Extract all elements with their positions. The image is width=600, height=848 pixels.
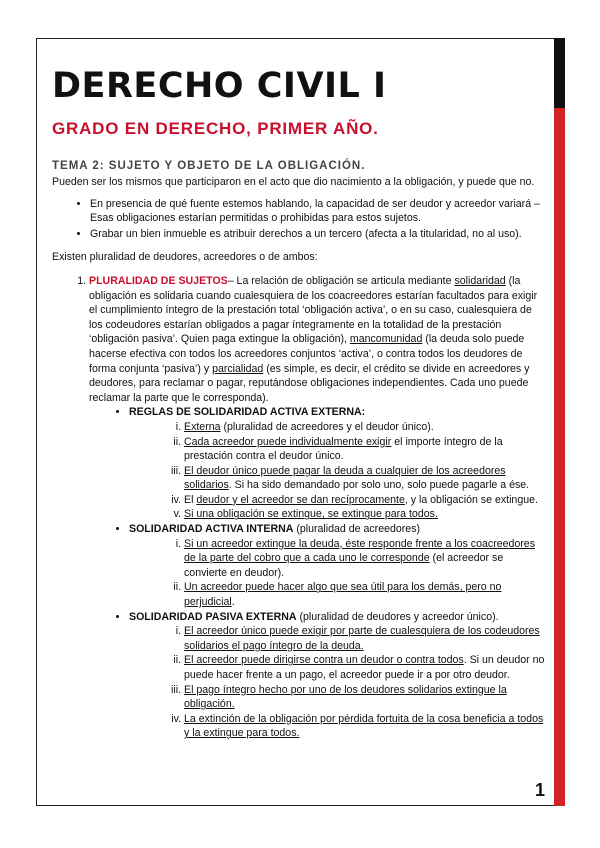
- sub-list: [89, 405, 548, 741]
- document-title: DERECHO CIVIL I: [52, 66, 387, 106]
- list-item: ii. El acreedor puede dirigirse contra un deudor o contra todos. Si un deudor no puede hacer frente a un pago, el acreedor puede ir a por otro deudor.: [184, 653, 548, 682]
- list-item: i. El acreedor único puede exigir por parte de cualesquiera de los codeudores solidarios el pago íntegro de la deuda.: [184, 624, 548, 653]
- plurality-paragraph: Existen pluralidad de deudores, acreedores o de ambos:: [52, 251, 318, 264]
- section-heading: TEMA 2: SUJETO Y OBJETO DE LA OBLIGACIÓN.: [52, 160, 366, 172]
- bullet-list: [52, 197, 548, 242]
- list-item: v. Si una obligación se extingue, se extingue para todos.: [184, 507, 548, 522]
- list-item-pluralidad: 1. PLURALIDAD DE SUJETOS– La relación de obligación se articula mediante solidaridad (la obligación es solidaria cuando cualesquiera de los coacreedores estarían facultados para exigir el cumplimiento íntegro de la prestación total ‘obligación activa’, o en su caso, cualesquiera de los codeudores estarían obligados a pagar íntegramente en la totalidad de la prestación ‘obligación pasiva’. Quien paga extingue la obligación), mancomunidad (la deuda solo puede hacerse efectiva con todos los acreedores conjuntos ‘activa’, o contra todos los deudores de forma conjunta ‘pasiva’) y parcialidad (es simple, es decir, el crédito se divide en acreedores y deudores, para reclamar o pagar, reputándose obligaciones independientes. Cada uno puede reclamar la parte que le corresponda). • REGLAS DE SOLIDARIDAD ACTIVA EXTERNA: i. Externa (pluralidad de acreedores y el deudor único). ii. Cada acreedor puede individualmente exigir el importe íntegro de la prestación contra el deudor único. iii. El deudor único puede pagar la deuda a cualquier de los acreedores solidarios. Si ha sido demandado por solo uno, solo puede pagarle a ése. iv. El deudor y el acreedor se dan recíprocamente, y la obligación se extingue. v. Si una obligación se extingue, se extingue para todos. • SOLIDARIDAD ACTIVA INTERNA (pluralidad de acreedores) i. Si un acreedor extingue la deuda, éste responde frente a los coacreedores de la parte del cobro que a cada uno le corresponde (el acreedor se convierte en deudor). ii. Un acreedor puede hacer algo que sea útil para los demás, pero no perjudicial. • SOLIDARIDAD PASIVA EXTERNA (pluralidad de deudores y acreedor único). i. El acreedor único puede exigir por parte de cualesquiera de los codeudores solidarios el pago íntegro de la deuda. ii. El acreedor puede dirigirse contra un deudor o contra todos. Si un deudor no puede hacer frente a un pago, el acreedor puede ir a por otro deudor. iii. El pago íntegro hecho por uno de los deudores solidarios extingue la obligación. iv. La extinción de la obligación por pérdida fortuita de la cosa beneficia a todos y la extingue para todos.: [89, 274, 548, 741]
- black-side-bar: [554, 38, 565, 108]
- item-heading: PLURALIDAD DE SUJETOS: [89, 274, 228, 287]
- numbered-list: [52, 274, 548, 741]
- intro-paragraph: Pueden ser los mismos que participaron en el acto que dio nacimiento a la obligación, y puede que no.: [52, 176, 535, 188]
- sub-item-solidaridad-pasiva-externa: • SOLIDARIDAD PASIVA EXTERNA (pluralidad de deudores y acreedor único). i. El acreedor único puede exigir por parte de cualesquiera de los codeudores solidarios el pago íntegro de la deuda. ii. El acreedor puede dirigirse contra un deudor o contra todos. Si un deudor no puede hacer frente a un pago, el acreedor puede ir a por otro deudor. iii. El pago íntegro hecho por uno de los deudores solidarios extingue la obligación. iv. La extinción de la obligación por pérdida fortuita de la cosa beneficia a todos y la extingue para todos.: [129, 610, 548, 741]
- roman-list: [129, 420, 548, 522]
- document-content: [52, 64, 548, 741]
- list-item: i. Externa (pluralidad de acreedores y el deudor único).: [184, 420, 548, 435]
- list-item: i. Si un acreedor extingue la deuda, éste responde frente a los coacreedores de la parte del cobro que a cada uno le corresponde (el acreedor se convierte en deudor).: [184, 537, 548, 581]
- roman-list: [129, 537, 548, 610]
- list-item: iv. El deudor y el acreedor se dan recíprocamente, y la obligación se extingue.: [184, 493, 548, 508]
- sub-item-solidaridad-activa-interna: • SOLIDARIDAD ACTIVA INTERNA (pluralidad de acreedores) i. Si un acreedor extingue la deuda, éste responde frente a los coacreedores de la parte del cobro que a cada uno le corresponde (el acreedor se convierte en deudor). ii. Un acreedor puede hacer algo que sea útil para los demás, pero no perjudicial.: [129, 522, 548, 610]
- document-subtitle: GRADO EN DERECHO, PRIMER AÑO.: [52, 119, 379, 138]
- list-item: iii. El pago íntegro hecho por uno de los deudores solidarios extingue la obligación.: [184, 683, 548, 712]
- list-item: ii. Cada acreedor puede individualmente exigir el importe íntegro de la prestación contra el deudor único.: [184, 435, 548, 464]
- list-item: • En presencia de qué fuente estemos hablando, la capacidad de ser deudor y acreedor variará – Esas obligaciones estarían permitidas o prohibidas para estos sujetos.: [90, 197, 548, 226]
- roman-list: [129, 624, 548, 741]
- list-item: • Grabar un bien inmueble es atribuir derechos a un tercero (afecta a la titularidad, no al uso).: [90, 227, 548, 242]
- list-item: iv. La extinción de la obligación por pérdida fortuita de la cosa beneficia a todos y la extingue para todos.: [184, 712, 548, 741]
- list-item: iii. El deudor único puede pagar la deuda a cualquier de los acreedores solidarios. Si ha sido demandado por solo uno, solo puede pagarle a ése.: [184, 464, 548, 493]
- sub-item-solidaridad-activa-externa: • REGLAS DE SOLIDARIDAD ACTIVA EXTERNA: i. Externa (pluralidad de acreedores y el deudor único). ii. Cada acreedor puede individualmente exigir el importe íntegro de la prestación contra el deudor único. iii. El deudor único puede pagar la deuda a cualquier de los acreedores solidarios. Si ha sido demandado por solo uno, solo puede pagarle a ése. iv. El deudor y el acreedor se dan recíprocamente, y la obligación se extingue. v. Si una obligación se extingue, se extingue para todos.: [129, 405, 548, 522]
- page-number: 1: [535, 780, 546, 800]
- red-side-bar: [554, 38, 565, 806]
- list-item: ii. Un acreedor puede hacer algo que sea útil para los demás, pero no perjudicial.: [184, 580, 548, 609]
